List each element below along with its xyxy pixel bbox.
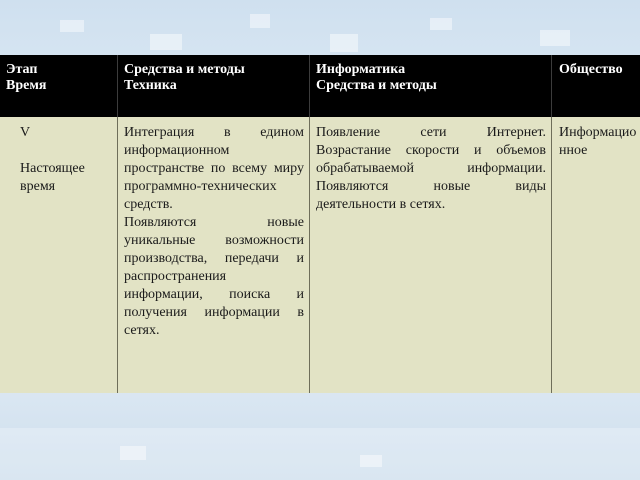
informatics-text: Появление сети Интернет. Возрастание скорости и объемов обрабатываемой информации. Появляются новые виды деятельности в сетях. [316,125,546,212]
header-divider [309,55,310,117]
background-decoration [430,18,452,30]
background-decoration [0,428,640,480]
stage-value: V [20,125,31,140]
background-decoration [360,455,382,467]
technique-cell [124,124,304,340]
history-table [0,55,640,393]
header-stage-label: Этап [6,62,38,77]
background-decoration [120,446,146,460]
header-means-methods-label: Средства и методы [316,78,437,93]
header-informatics-label: Информатика [316,62,406,77]
technique-text-2: Появляются новые уникальные возможности производства, передачи и распространения информации, поиска и получения информации в сетях. [124,215,304,338]
header-society-label: Общество [559,62,623,77]
header-means-label: Средства и методы [124,62,245,77]
society-value: Информационное [559,125,637,158]
column-divider [117,117,118,393]
background-decoration [150,34,182,50]
header-technique-label: Техника [124,78,177,93]
header-time-label: Время [6,78,47,93]
header-divider [551,55,552,117]
time-value: Настоящее время [20,161,85,194]
technique-text: Интеграция в едином информационном пространстве по всему миру программно-технических средств. [124,125,304,212]
background-decoration [540,30,570,46]
column-divider [309,117,310,393]
column-divider [551,117,552,393]
background-decoration [330,34,358,52]
header-divider [117,55,118,117]
background-decoration [60,20,84,32]
background-decoration [250,14,270,28]
table-row [0,117,640,393]
table-header [0,55,640,117]
